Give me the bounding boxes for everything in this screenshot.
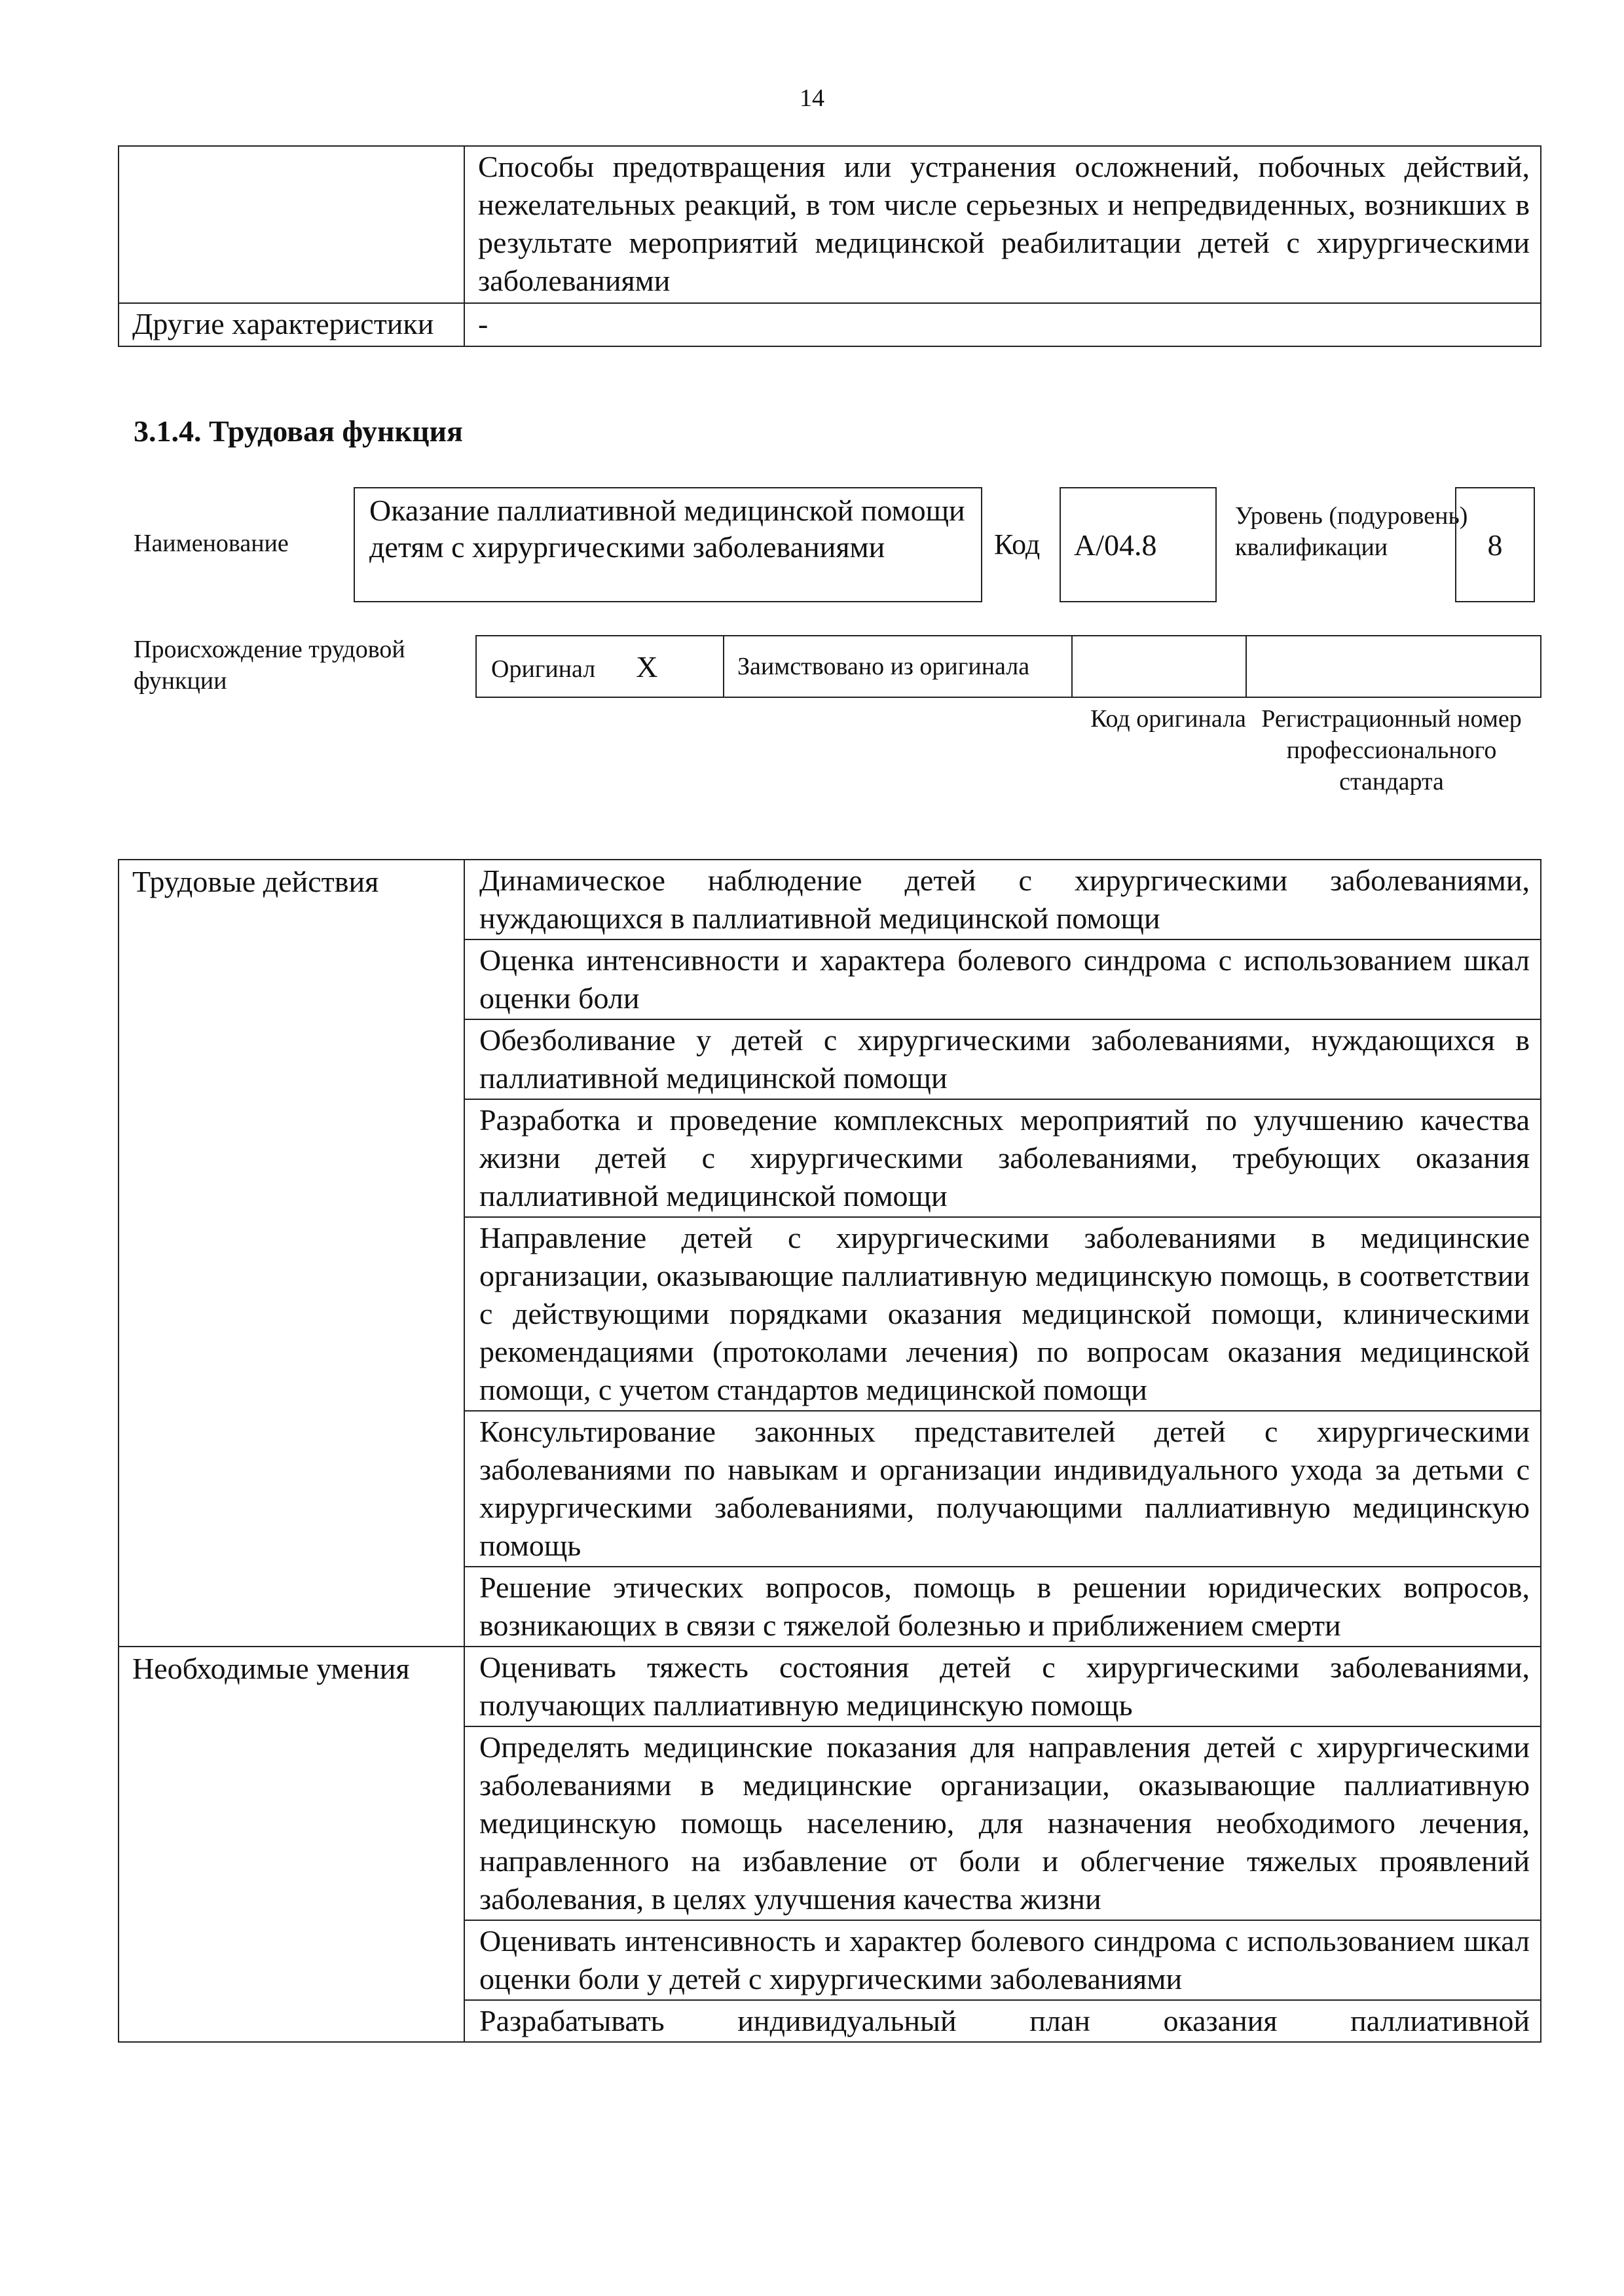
table-row xyxy=(119,860,1541,939)
main-table-body xyxy=(119,860,1541,2042)
original-code-cell xyxy=(1072,636,1246,697)
labor-actions-item: Направление детей с хирургическими заболеваниями в медицинские организации, оказывающие паллиативную медицинскую помощь, в соответствии с действующими порядками оказания медицинской помощи, клиническими рекомендациями (протоколами лечения) по вопросам оказания медицинской помощи, с учетом стандартов медицинской помощи xyxy=(464,1217,1541,1411)
origin-table xyxy=(475,635,1541,698)
other-characteristics-label: Другие характеристики xyxy=(119,303,464,346)
registration-number-caption: Регистрационный номер профессионального стандарта xyxy=(1261,705,1522,795)
function-name-box: Оказание паллиативной медицинской помощи детям с хирургическими заболеваниями xyxy=(354,487,982,602)
original-code-caption: Код оригинала xyxy=(1090,705,1246,733)
qualification-level-box: 8 xyxy=(1455,487,1535,602)
required-skills-item: Разрабатывать индивидуальный план оказания паллиативной xyxy=(464,2000,1541,2042)
required-skills-item: Оценивать интенсивность и характер болевого синдрома с использованием шкал оценки боли у детей с хирургическими заболеваниями xyxy=(464,1920,1541,2000)
original-cell xyxy=(476,636,724,697)
other-characteristics-value: - xyxy=(464,303,1541,346)
main-table xyxy=(118,859,1541,2043)
labor-actions-label: Трудовые действия xyxy=(119,860,464,1647)
labor-actions-item: Динамическое наблюдение детей с хирургическими заболеваниями, нуждающихся в паллиативной медицинской помощи xyxy=(464,860,1541,939)
code-label: Код xyxy=(994,528,1041,560)
labor-actions-item: Решение этических вопросов, помощь в решении юридических вопросов, возникающих в связи с тяжелой болезнью и приближением смерти xyxy=(464,1567,1541,1647)
continuation-table xyxy=(118,145,1541,347)
section-title: 3.1.4. Трудовая функция xyxy=(134,414,463,448)
borrowed-label: Заимствовано из оригинала xyxy=(724,636,1072,697)
labor-actions-item: Оценка интенсивности и характера болевого синдрома с использованием шкал оценки боли xyxy=(464,939,1541,1019)
labor-actions-item: Разработка и проведение комплексных мероприятий по улучшению качества жизни детей с хирургическими заболеваниями, требующих оказания паллиативной медицинской помощи xyxy=(464,1099,1541,1217)
registration-number-cell xyxy=(1246,636,1541,697)
table-row xyxy=(119,1647,1541,1726)
required-skills-item: Определять медицинские показания для направления детей с хирургическими заболеваниями в медицинские организации, оказывающие паллиативную медицинскую помощь населению, для назначения необходимого лечения, направленного на избавление от боли и облегчение тяжелых проявлений заболевания, в целях улучшения качества жизни xyxy=(464,1726,1541,1920)
page-number: 14 xyxy=(800,84,824,112)
labor-actions-item: Консультирование законных представителей детей с хирургическими заболеваниями по навыкам и организации индивидуального ухода за детьми с хирургическими заболеваниями, получающими паллиативную медицинскую помощь xyxy=(464,1411,1541,1567)
original-mark: X xyxy=(636,649,658,683)
qualification-level-label: Уровень (подуровень) квалификации xyxy=(1235,502,1468,561)
table-row xyxy=(476,636,1541,697)
name-label: Наименование xyxy=(134,530,289,557)
labor-actions-item: Обезболивание у детей с хирургическими заболеваниями, нуждающихся в паллиативной медицинской помощи xyxy=(464,1019,1541,1099)
origin-label: Происхождение трудовой функции xyxy=(134,636,405,695)
table-row xyxy=(119,146,1541,303)
required-skills-item: Оценивать тяжесть состояния детей с хирургическими заболеваниями, получающих паллиативную медицинскую помощь xyxy=(464,1647,1541,1726)
table-row xyxy=(119,303,1541,346)
continuation-text: Способы предотвращения или устранения осложнений, побочных действий, нежелательных реакций, в том числе серьезных и непредвиденных, возникших в результате мероприятий медицинской реабилитации детей с хирургическими заболеваниями xyxy=(464,146,1541,303)
original-label: Оригинал xyxy=(491,655,596,683)
function-code-box: A/04.8 xyxy=(1060,487,1217,602)
required-skills-label: Необходимые умения xyxy=(119,1647,464,2042)
empty-cell xyxy=(119,146,464,303)
